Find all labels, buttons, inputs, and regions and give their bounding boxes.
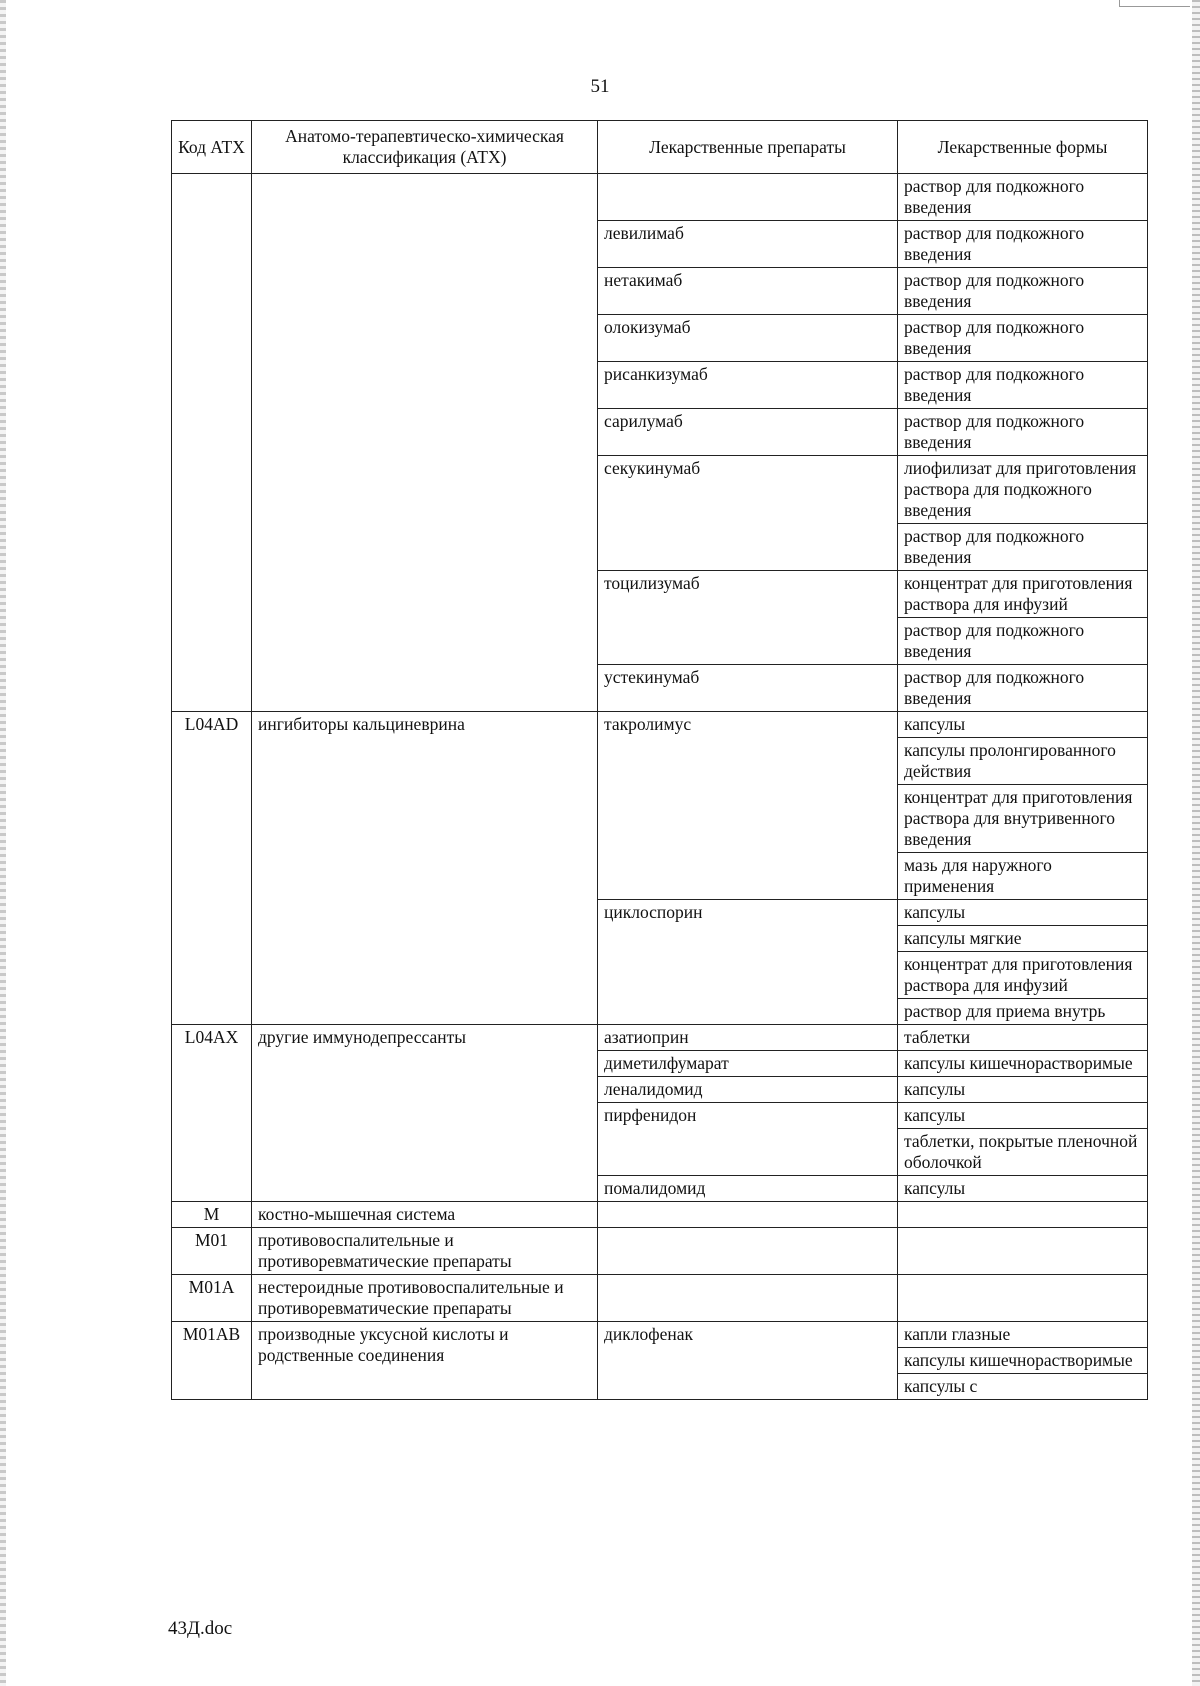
drug-name-cell (598, 174, 898, 221)
dosage-form-cell (898, 1228, 1148, 1275)
drug-name-cell: циклоспорин (598, 900, 898, 1025)
table-row (172, 174, 1148, 221)
atx-code-cell: M01A (172, 1275, 252, 1322)
dosage-form-cell: капсулы кишечнорастворимые (898, 1051, 1148, 1077)
drug-name-cell: рисанкизумаб (598, 362, 898, 409)
dosage-form-cell: раствор для подкожного введения (898, 362, 1148, 409)
drug-name-cell: секукинумаб (598, 456, 898, 571)
dosage-form-cell: капсулы с (898, 1374, 1148, 1400)
dosage-form-cell: концентрат для приготовления раствора для инфузий (898, 952, 1148, 999)
classification-cell (252, 174, 598, 712)
dosage-form-cell (898, 1202, 1148, 1228)
dosage-form-cell: лиофилизат для приготовления раствора для подкожного введения (898, 456, 1148, 524)
header-classification: Анатомо-терапевтическо-химическая классификация (АТХ) (252, 121, 598, 174)
dosage-form-cell: раствор для приема внутрь (898, 999, 1148, 1025)
dosage-form-cell: раствор для подкожного введения (898, 524, 1148, 571)
table-row (172, 1322, 1148, 1348)
scan-edge-left (0, 0, 6, 1686)
table-row (172, 1275, 1148, 1322)
footer-filename: 43Д.doc (168, 1618, 233, 1639)
scan-corner-mark (1119, 0, 1190, 7)
atx-code-cell (172, 174, 252, 712)
drug-name-cell (598, 1202, 898, 1228)
classification-cell: производные уксусной кислоты и родственные соединения (252, 1322, 598, 1400)
classification-cell: костно-мышечная система (252, 1202, 598, 1228)
table-row (172, 1202, 1148, 1228)
dosage-form-cell: раствор для подкожного введения (898, 315, 1148, 362)
dosage-form-cell: капсулы кишечнорастворимые (898, 1348, 1148, 1374)
dosage-form-cell (898, 1275, 1148, 1322)
dosage-form-cell: раствор для подкожного введения (898, 409, 1148, 456)
drug-name-cell: пирфенидон (598, 1103, 898, 1176)
drug-name-cell: устекинумаб (598, 665, 898, 712)
table-row (172, 712, 1148, 738)
drug-name-cell: азатиоприн (598, 1025, 898, 1051)
dosage-form-cell: раствор для подкожного введения (898, 618, 1148, 665)
dosage-form-cell: таблетки (898, 1025, 1148, 1051)
atx-drug-table (171, 120, 1148, 1400)
drug-name-cell: диклофенак (598, 1322, 898, 1400)
drug-name-cell: леналидомид (598, 1077, 898, 1103)
dosage-form-cell: капсулы пролонгированного действия (898, 738, 1148, 785)
table-header-row (172, 121, 1148, 174)
header-forms: Лекарственные формы (898, 121, 1148, 174)
drug-name-cell: сарилумаб (598, 409, 898, 456)
table-row (172, 1228, 1148, 1275)
dosage-form-cell: капсулы (898, 1077, 1148, 1103)
dosage-form-cell: раствор для подкожного введения (898, 665, 1148, 712)
drug-name-cell (598, 1275, 898, 1322)
drug-name-cell: такролимус (598, 712, 898, 900)
header-code: Код АТХ (172, 121, 252, 174)
page-number: 51 (590, 76, 610, 97)
drug-name-cell: тоцилизумаб (598, 571, 898, 665)
dosage-form-cell: мазь для наружного применения (898, 853, 1148, 900)
drug-name-cell (598, 1228, 898, 1275)
atx-code-cell: L04AX (172, 1025, 252, 1202)
drug-name-cell: левилимаб (598, 221, 898, 268)
drug-name-cell: диметилфумарат (598, 1051, 898, 1077)
scan-edge-right (1192, 0, 1200, 1686)
dosage-form-cell: раствор для подкожного введения (898, 221, 1148, 268)
atx-code-cell: M (172, 1202, 252, 1228)
dosage-form-cell: капсулы мягкие (898, 926, 1148, 952)
dosage-form-cell: капсулы (898, 1176, 1148, 1202)
dosage-form-cell: капсулы (898, 1103, 1148, 1129)
table-row (172, 1025, 1148, 1051)
atx-code-cell: M01AB (172, 1322, 252, 1400)
classification-cell: другие иммунодепрессанты (252, 1025, 598, 1202)
dosage-form-cell: концентрат для приготовления раствора для внутривенного введения (898, 785, 1148, 853)
dosage-form-cell: концентрат для приготовления раствора для инфузий (898, 571, 1148, 618)
table-body (172, 174, 1148, 1400)
drug-name-cell: нетакимаб (598, 268, 898, 315)
dosage-form-cell: раствор для подкожного введения (898, 174, 1148, 221)
classification-cell: ингибиторы кальциневрина (252, 712, 598, 1025)
dosage-form-cell: таблетки, покрытые пленочной оболочкой (898, 1129, 1148, 1176)
dosage-form-cell: капли глазные (898, 1322, 1148, 1348)
classification-cell: противовоспалительные и противоревматические препараты (252, 1228, 598, 1275)
atx-code-cell: M01 (172, 1228, 252, 1275)
header-drugs: Лекарственные препараты (598, 121, 898, 174)
classification-cell: нестероидные противовоспалительные и противоревматические препараты (252, 1275, 598, 1322)
dosage-form-cell: капсулы (898, 900, 1148, 926)
dosage-form-cell: капсулы (898, 712, 1148, 738)
dosage-form-cell: раствор для подкожного введения (898, 268, 1148, 315)
atx-code-cell: L04AD (172, 712, 252, 1025)
drug-name-cell: олокизумаб (598, 315, 898, 362)
drug-name-cell: помалидомид (598, 1176, 898, 1202)
